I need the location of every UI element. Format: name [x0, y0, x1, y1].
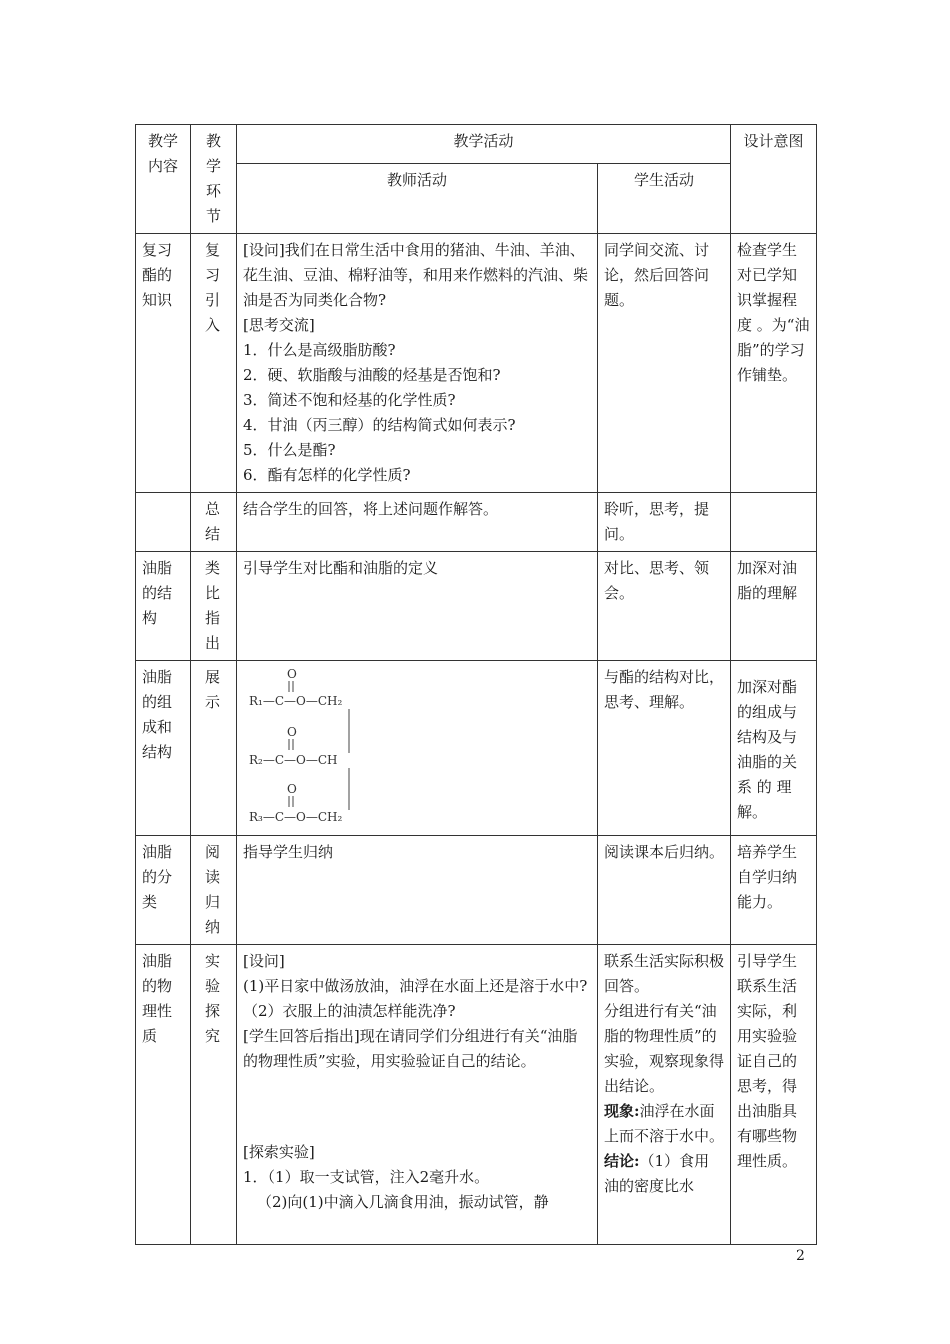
lesson-plan-table	[135, 124, 817, 1245]
teacher-question-head: [设问]	[243, 952, 285, 970]
teacher-section: [思考交流]	[243, 316, 315, 334]
cell-content: 复习酯的知识	[136, 234, 191, 493]
question-item: 5．什么是酯?	[243, 441, 336, 459]
header-intent: 设计意图	[731, 125, 817, 234]
cell-content: 油脂的组成和结构	[136, 661, 191, 836]
question-item: 6．酯有怎样的化学性质?	[243, 466, 411, 484]
cell-intent: 加深对油脂的理解	[731, 552, 817, 661]
row-composition	[136, 661, 817, 836]
row-physical-properties	[136, 945, 817, 1245]
page-number: 2	[796, 1248, 805, 1264]
formula-oxygen-1: O	[287, 667, 297, 681]
cell-student	[598, 945, 731, 1245]
cell-intent: 培养学生自学归纳能力。	[731, 836, 817, 945]
phenomenon-text: 油浮在水面上而不溶于水中。	[604, 1102, 725, 1145]
teacher-step-1: 1．（1）取一支试管，注入2毫升水。	[243, 1168, 490, 1186]
header-student: 学生活动	[598, 164, 731, 234]
row-summary	[136, 493, 817, 552]
formula-drawing	[245, 665, 385, 833]
question-item: 1．什么是高级脂肪酸?	[243, 341, 396, 359]
cell-teacher: 引导学生对比酯和油脂的定义	[237, 552, 598, 661]
teacher-explore: [探索实验]	[243, 1143, 315, 1161]
cell-teacher	[237, 234, 598, 493]
cell-intent: 引导学生联系生活实际，利用实验验证自己的思考，得出油脂具有哪些物理性质。	[731, 945, 817, 1245]
teacher-point: [学生回答后指出]现在请同学们分组进行有关“油脂的物理性质”实验，用实验验证自己的结论。	[243, 1027, 578, 1070]
phenomenon-label: 现象:	[604, 1102, 640, 1120]
cell-stage: 展示	[191, 661, 237, 836]
conclusion-text: （1）食用油的密度比水	[604, 1152, 710, 1195]
conclusion-label: 结论:	[604, 1152, 640, 1170]
header-activity: 教学活动	[237, 125, 731, 164]
formula-oxygen-2: O	[287, 725, 297, 739]
cell-content	[136, 493, 191, 552]
cell-student: 聆听，思考，提问。	[598, 493, 731, 552]
cell-teacher	[237, 945, 598, 1245]
row-classification	[136, 836, 817, 945]
cell-stage: 总结	[191, 493, 237, 552]
cell-student: 同学间交流、讨论，然后回答问题。	[598, 234, 731, 493]
cell-student: 对比、思考、领会。	[598, 552, 731, 661]
cell-intent	[731, 493, 817, 552]
cell-stage: 类比指出	[191, 552, 237, 661]
cell-teacher: 指导学生归纳	[237, 836, 598, 945]
cell-stage: 实验探究	[191, 945, 237, 1245]
student-phenomenon	[604, 1099, 724, 1149]
teacher-intro: [设问]我们在日常生活中食用的猪油、牛油、羊油、花生油、豆油、棉籽油等，和用来作燃料的汽油、柴油是否为同类化合物?	[243, 241, 589, 309]
triglyceride-structure-formula	[245, 665, 385, 833]
cell-content: 油脂的分类	[136, 836, 191, 945]
header-teacher: 教师活动	[237, 164, 598, 234]
formula-r1-line: R₁—C—O—CH₂	[249, 694, 343, 708]
cell-stage: 复习引入	[191, 234, 237, 493]
row-structure	[136, 552, 817, 661]
formula-oxygen-3: O	[287, 782, 297, 796]
header-stage: 教学环节	[191, 125, 237, 234]
cell-teacher	[237, 661, 598, 836]
cell-student: 与酯的结构对比，思考、理解。	[598, 661, 731, 836]
header-row-1	[136, 125, 817, 164]
cell-teacher: 结合学生的回答，将上述问题作解答。	[237, 493, 598, 552]
formula-r2-line: R₂—C—O—CH	[249, 753, 338, 767]
cell-student: 阅读课本后归纳。	[598, 836, 731, 945]
student-answer-1: 联系生活实际积极回答。	[604, 952, 725, 995]
header-content: 教学内容	[136, 125, 191, 234]
formula-r3-line: R₃—C—O—CH₂	[249, 810, 343, 824]
cell-intent: 加深对酯的组成与结构及与油脂的关系 的 理解。	[731, 661, 817, 836]
cell-stage: 阅读归纳	[191, 836, 237, 945]
header-row-2	[136, 164, 817, 234]
question-item: 3．简述不饱和烃基的化学性质?	[243, 391, 456, 409]
teacher-question-2: （2）衣服上的油渍怎样能洗净?	[243, 1002, 456, 1020]
cell-content: 油脂的物理性质	[136, 945, 191, 1245]
teacher-step-2: （2)向(1)中滴入几滴食用油，振动试管，静	[257, 1193, 549, 1211]
teacher-question-1: (1)平日家中做汤放油，油浮在水面上还是溶于水中?	[243, 977, 588, 995]
student-conclusion	[604, 1149, 724, 1199]
student-answer-2: 分组进行有关“油脂的物理性质”的实验，观察现象得出结论。	[604, 1002, 725, 1095]
cell-content: 油脂的结构	[136, 552, 191, 661]
cell-intent: 检查学生对已学知识掌握程度 。为“油脂”的学习作铺垫。	[731, 234, 817, 493]
question-item: 4．甘油（丙三醇）的结构简式如何表示?	[243, 416, 516, 434]
row-review	[136, 234, 817, 493]
question-item: 2．硬、软脂酸与油酸的烃基是否饱和?	[243, 366, 501, 384]
